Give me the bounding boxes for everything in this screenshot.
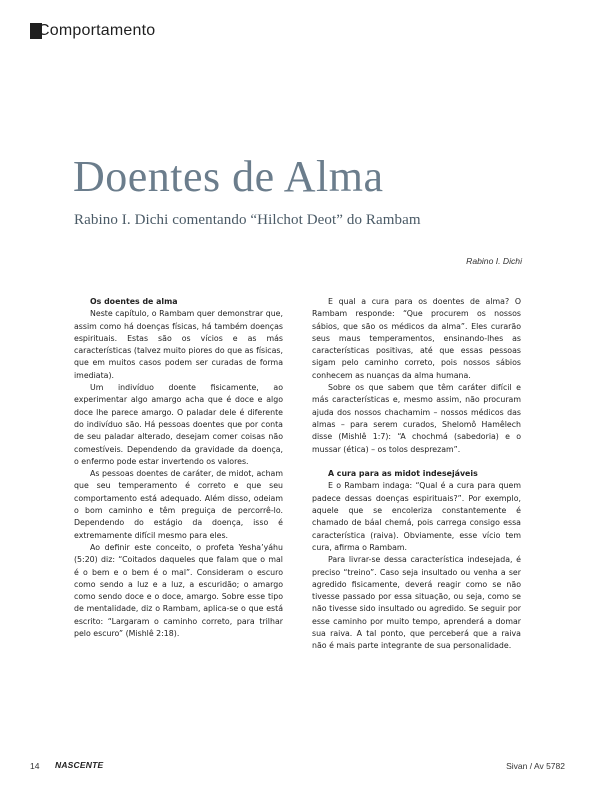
paragraph: Ao definir este conceito, o profeta Yesha’yáhu (5:20) diz: “Coitados daqueles que falam que o mal é o bem e o bem é o mal”. Consideram o escuro como sendo a luz e a luz, a escuridão; o amargo como sendo doce e o doce, amargo. Sobre esse tipo de mentalidade, diz o Rambam, aplica-se o que está escrito: “Largaram o caminho correto, para trilhar pelo escuro” (Mishlê 2:18).	[74, 542, 283, 639]
paragraph: E o Rambam indaga: “Qual é a cura para quem padece dessas doenças espirituais?”. Por exemplo, aquele que se encoleriza constantemente é chamado de báal chemá, pois carrega consigo essa característica (raiva). Obviamente, esse vício tem cura, afirma o Rambam.	[312, 481, 521, 552]
paragraph: Um indivíduo doente fisicamente, ao experimentar algo amargo acha que é doce e algo doce lhe parece amargo. O paladar dele é diferente do indivíduo são. Há pessoas doentes que por conta de seu paladar alterado, desejam comer coisas não comestíveis. Dependendo da gravidade da doença, o enfermo pode estar invertendo os valores.	[74, 383, 283, 466]
section-tag	[30, 23, 155, 39]
issue-label: Sivan / Av 5782	[506, 761, 565, 771]
article-author: Rabino I. Dichi	[466, 256, 522, 266]
paragraph: Sobre os que sabem que têm caráter difícil e más características e, mesmo assim, não procuram ajuda dos nossos chachamim – nossos médicos das almas – para serem curados, Shelomô Hamêlech disse (Mishlê 1:7): “A chochmá (sabedoria) e o mussar (ética) – os tolos desprezam”.	[312, 383, 521, 454]
section-label: Comportamento	[38, 22, 156, 39]
article-subtitle: Rabino I. Dichi comentando “Hilchot Deot” do Rambam	[74, 212, 421, 228]
paragraph: E qual a cura para os doentes de alma? O Rambam responde: “Que procurem os nossos sábios, que são os médicos da alma”. Eles curarão seus maus temperamentos, ensinando-lhes as características positivas, até que essas pessoas sigam pelo caminho correto, pois nossos sábios conhecem as nuanças da alma humana.	[312, 297, 521, 380]
magazine-logo: NASCENTE	[55, 760, 104, 770]
article-title: Doentes de Alma	[73, 152, 384, 201]
page-number: 14	[30, 761, 40, 771]
text-column-left	[74, 296, 283, 640]
spacer	[312, 456, 521, 468]
paragraph: As pessoas doentes de caráter, de midot, acham que seu temperamento é correto e que seu comportamento está adequado. Além disso, odeiam o bom caminho e têm preguiça de percorrê-lo. Dependendo do estágio da doença, isso é extremamente difícil mesmo para eles.	[74, 469, 283, 540]
paragraph: Neste capítulo, o Rambam quer demonstrar que, assim como há doenças físicas, há também doenças espirituais. Estas são os vícios e as más características (talvez muito piores do que as físicas, que em muitos casos podem ser curadas de forma imediata).	[74, 309, 283, 380]
section-heading: Os doentes de alma	[90, 297, 178, 306]
paragraph: Para livrar-se dessa característica indesejada, é preciso “treino”. Caso seja insultado ou venha a ser agredido fisicamente, deverá reagir como se não tivesse passado por essa situação, ou seja, como se não tivesse sido insultado ou agredido. Se seguir por esse caminho por muito tempo, aprenderá a domar sua raiva. A tal ponto, que perceberá que a raiva não é mais parte integrante de sua personalidade.	[312, 555, 521, 651]
section-heading: A cura para as midot indesejáveis	[328, 469, 478, 479]
text-column-right	[312, 296, 521, 653]
